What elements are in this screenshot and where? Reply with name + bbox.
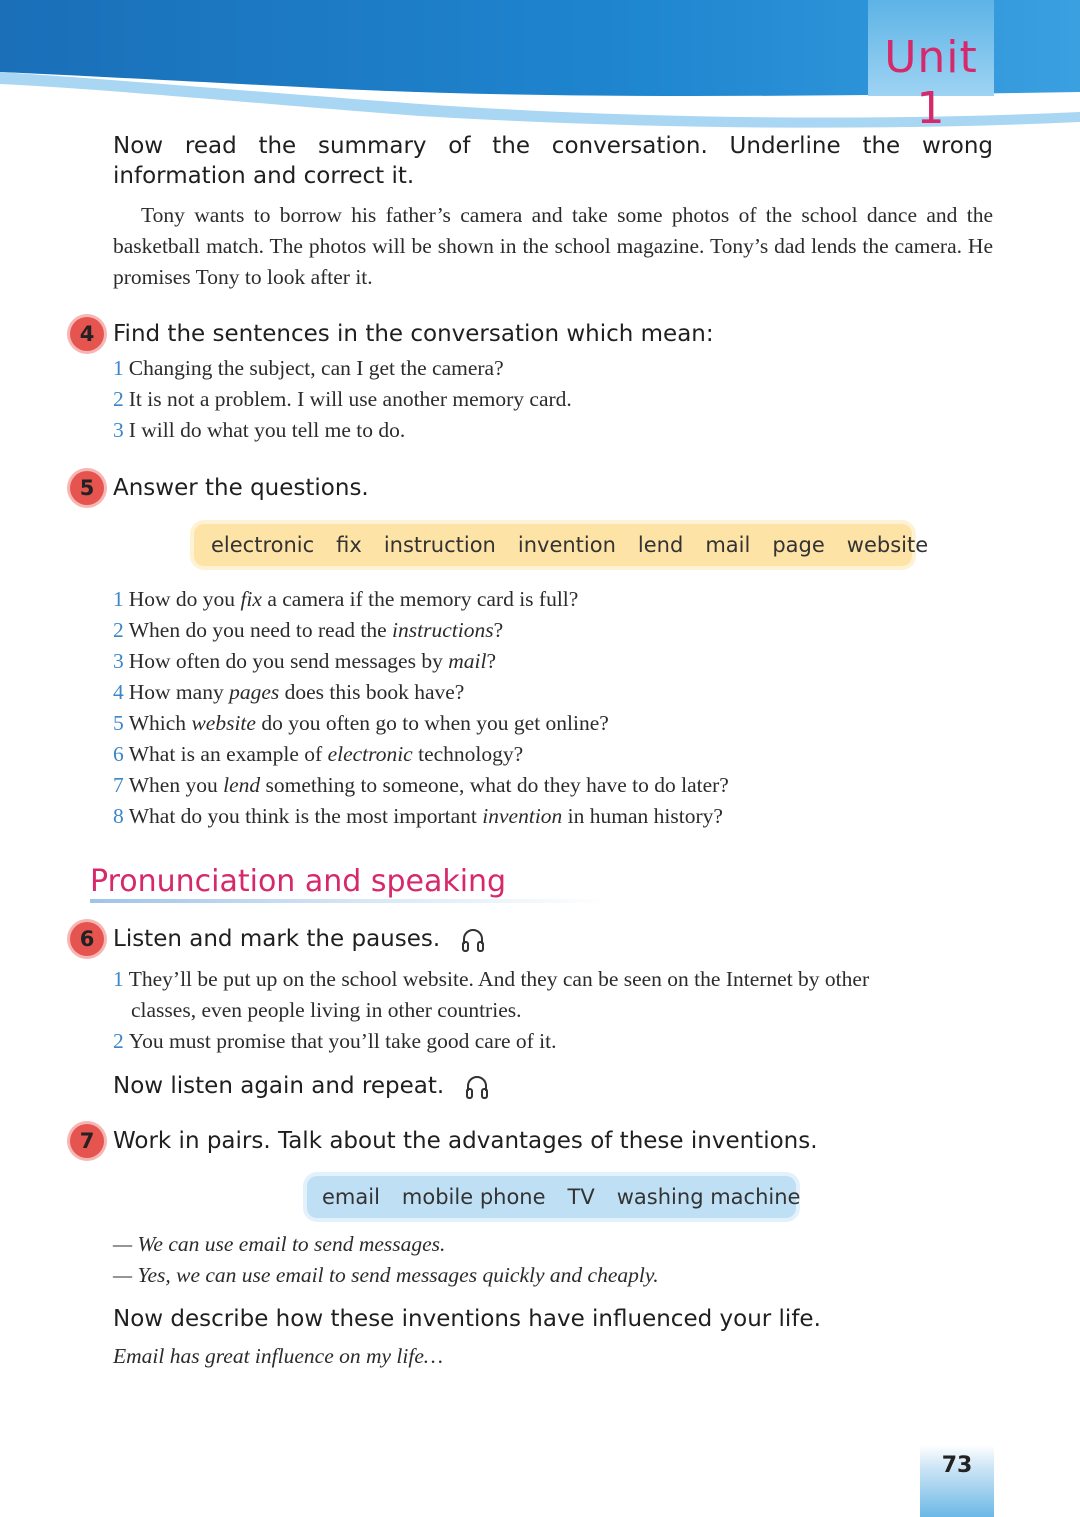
headphones-icon: [461, 927, 485, 953]
question-text: How do you: [128, 587, 241, 611]
list-item: [113, 384, 572, 415]
question-text: How often do you send messages by: [128, 649, 449, 673]
question-item: [113, 708, 609, 739]
question-text: something to someone, what do they have to do later?: [260, 773, 729, 797]
item-text: They’ll be put up on the school website. And they can be seen on the Internet by other: [128, 967, 870, 991]
word: website: [846, 533, 929, 557]
exercise-6-title: Listen and mark the pauses.: [113, 926, 441, 952]
item-number: 6: [113, 742, 124, 766]
word: email: [322, 1185, 380, 1209]
item-number: 8: [113, 804, 124, 828]
item-text-continued: classes, even people living in other countries.: [131, 998, 522, 1022]
question-item: [113, 677, 464, 708]
question-keyword: lend: [223, 773, 261, 797]
question-text: technology?: [412, 742, 524, 766]
question-item: [113, 615, 503, 646]
question-text: a camera if the memory card is full?: [261, 587, 579, 611]
question-keyword: instructions: [392, 618, 494, 642]
item-number: 1: [113, 356, 124, 380]
section-title: Pronunciation and speaking: [90, 864, 507, 899]
question-text: do you often go to when you get online?: [255, 711, 609, 735]
exercise-number-7: 7: [70, 1124, 104, 1158]
item-number: 3: [113, 418, 124, 442]
inventions-box: [307, 1176, 801, 1218]
dialogue-line-2: — Yes, we can use email to send messages quickly and cheaply.: [113, 1263, 659, 1287]
item-text: I will do what you tell me to do.: [128, 418, 406, 442]
question-item: [113, 584, 578, 615]
list-item: [113, 415, 405, 446]
question-text: ?: [486, 649, 496, 673]
item-number: 1: [113, 587, 124, 611]
describe-instruction: Now describe how these inventions have influenced your life.: [113, 1306, 821, 1332]
question-item: [113, 801, 723, 832]
question-keyword: electronic: [327, 742, 413, 766]
item-number: 4: [113, 680, 124, 704]
word: mobile phone: [401, 1185, 546, 1209]
repeat-instruction-row: [113, 1071, 489, 1101]
question-text: ?: [493, 618, 504, 642]
word: lend: [637, 533, 684, 557]
dialogue-line-1: — We can use email to send messages.: [113, 1232, 446, 1256]
list-item: [113, 964, 869, 995]
word: fix: [336, 533, 362, 557]
question-text: How many: [128, 680, 230, 704]
question-text: What is an example of: [128, 742, 328, 766]
item-number: 3: [113, 649, 124, 673]
item-text: Changing the subject, can I get the camera?: [128, 356, 504, 380]
example-sentence: Email has great influence on my life…: [113, 1344, 444, 1368]
exercise-number-6: 6: [70, 922, 104, 956]
question-text: Which: [128, 711, 192, 735]
word: electronic: [211, 533, 315, 557]
exercise-7-title: Work in pairs. Talk about the advantages of these inventions.: [113, 1128, 818, 1154]
word: washing machine: [616, 1185, 801, 1209]
word: instruction: [383, 533, 496, 557]
exercise-number-5: 5: [70, 471, 104, 505]
unit-label: Unit 1: [884, 32, 978, 134]
question-item: [113, 646, 496, 677]
question-text: When do you need to read the: [128, 618, 393, 642]
list-item: [113, 1026, 557, 1057]
item-text: It is not a problem. I will use another memory card.: [128, 387, 572, 411]
exercise-number-4: 4: [70, 317, 104, 351]
item-number: 2: [113, 387, 124, 411]
repeat-instruction: Now listen again and repeat.: [113, 1073, 445, 1099]
item-number: 7: [113, 773, 124, 797]
summary-text: Tony wants to borrow his father’s camera and take some photos of the school dance and the basketball match. The photos will be shown in the school magazine. Tony’s dad lends the camera. He promises Tony to look after it.: [113, 203, 993, 289]
question-item: [113, 770, 729, 801]
word: invention: [517, 533, 616, 557]
section-underline: [90, 899, 610, 903]
question-text: What do you think is the most important: [128, 804, 483, 828]
question-keyword: pages: [229, 680, 280, 704]
item-number: 2: [113, 1029, 124, 1053]
list-item: [113, 353, 504, 384]
item-text: You must promise that you’ll take good care of it.: [128, 1029, 557, 1053]
headphones-icon: [465, 1074, 489, 1100]
question-text: does this book have?: [279, 680, 465, 704]
item-number: 5: [113, 711, 124, 735]
item-number: 2: [113, 618, 124, 642]
summary-instruction: Now read the summary of the conversation. Underline the wrong information and correct it.: [113, 133, 993, 189]
question-text: in human history?: [562, 804, 723, 828]
page-number: 73: [941, 1453, 973, 1478]
word: mail: [705, 533, 751, 557]
word-box: [194, 524, 929, 566]
item-number: 1: [113, 967, 124, 991]
word: TV: [567, 1185, 595, 1209]
exercise-4-title: Find the sentences in the conversation which mean:: [113, 321, 714, 347]
question-item: [113, 739, 523, 770]
exercise-6-title-row: [113, 924, 485, 954]
question-keyword: website: [191, 711, 256, 735]
word: page: [772, 533, 825, 557]
exercise-5-title: Answer the questions.: [113, 475, 369, 501]
question-keyword: fix: [240, 587, 262, 611]
question-keyword: mail: [448, 649, 487, 673]
question-keyword: invention: [482, 804, 563, 828]
question-text: When you: [128, 773, 224, 797]
